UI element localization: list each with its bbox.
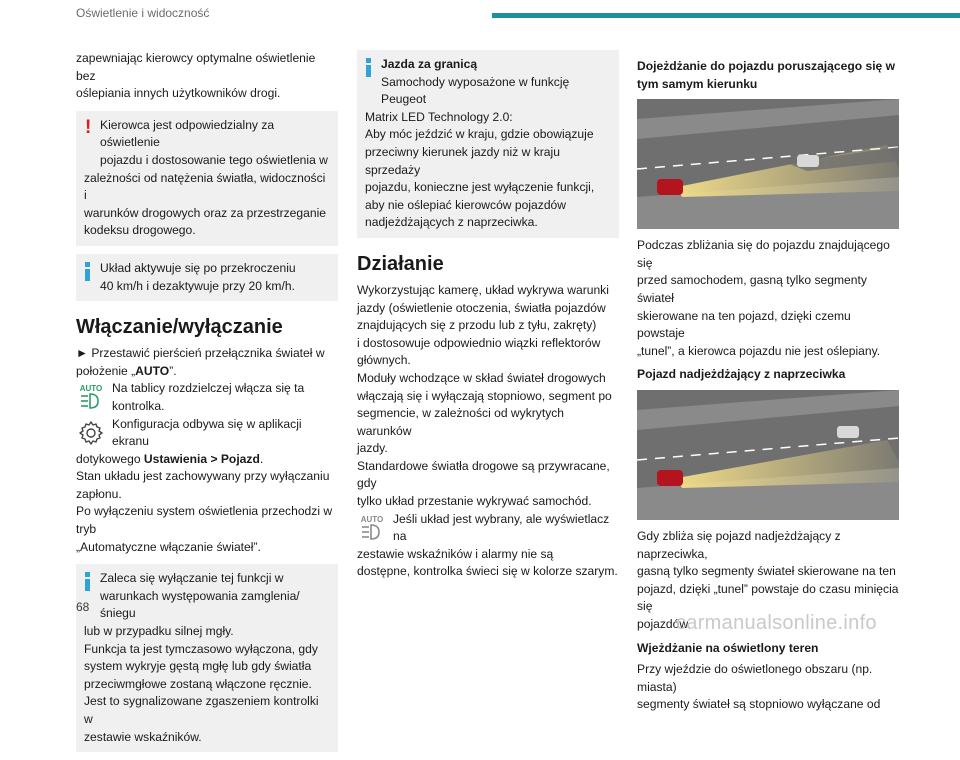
auto-text: dostępne, kontrolka świeci się w kolorze szarym. xyxy=(357,564,618,579)
road-illustration-oncoming xyxy=(637,390,899,520)
body-line: tylko układ przestanie wykrywać samochód. xyxy=(357,494,592,509)
note-line: przeciwmgłowe zostaną włączone ręcznie. xyxy=(84,676,312,691)
note-line: nadjeżdżających z naprzeciwka. xyxy=(365,215,538,230)
info-note xyxy=(76,564,338,752)
note-line: Zaleca się wyłączanie tej funkcji w xyxy=(100,571,284,586)
note-line: zależności od natężenia światła, widoczności i xyxy=(84,170,326,203)
auto-headlamp-icon xyxy=(76,382,106,412)
car-icon xyxy=(657,470,683,486)
body-line: pojazd, dzięki „tunel” powstaje do czasu minięcia się xyxy=(637,581,899,614)
note-line: lub w przypadku silnej mgły. xyxy=(84,624,234,639)
subheading: Pojazd nadjeżdżający z naprzeciwka xyxy=(637,367,846,382)
road-illustration-same-direction xyxy=(637,99,899,229)
body-line: włączają się i wyłączają stopniowo, segment po xyxy=(357,388,612,403)
intro-line: oślepiania innych użytkowników drogi. xyxy=(76,86,281,101)
note-line: Kierowca jest odpowiedzialny za oświetlenie xyxy=(100,117,275,150)
body-line: pojazdów. xyxy=(637,616,691,631)
body-line: Przy wjeździe do oświetlonego obszaru (np. miasta) xyxy=(637,662,873,694)
auto-icon-label: AUTO xyxy=(360,514,384,524)
car-icon xyxy=(837,426,859,438)
note-line: system wykryje gęstą mgłę lub gdy światła xyxy=(84,659,312,674)
note-line: warunkach występowania zamglenia/śniegu xyxy=(100,588,300,621)
step-text: ► Przestawić pierścień przełącznika świateł w xyxy=(76,346,325,361)
body-line: „tunel”, a kierowca pojazdu nie jest oślepiany. xyxy=(637,343,881,358)
intro-line: zapewniając kierowcy optymalne oświetlenie bez xyxy=(76,51,316,83)
info-icon xyxy=(85,262,97,281)
auto-text: zestawie wskaźników i alarmy nie są xyxy=(357,546,554,561)
body-line: gasną tylko segmenty świateł skierowane na ten xyxy=(637,564,896,579)
body-line: Stan układu jest zachowywany przy wyłączaniu xyxy=(76,469,330,484)
section-title: Oświetlenie i widoczność xyxy=(76,6,210,20)
warning-note xyxy=(76,111,338,246)
config-text: Konfiguracja odbywa się w aplikacji ekranu xyxy=(112,416,302,449)
body-line: Po wyłączeniu system oświetlenia przechodzi w tryb xyxy=(76,504,333,537)
note-line: pojazdu i dostosowanie tego oświetlenia w xyxy=(100,152,328,167)
info-icon xyxy=(366,58,378,77)
page-number: 68 xyxy=(76,600,90,614)
body-line: „Automatyczne włączanie świateł”. xyxy=(76,539,261,554)
note-title: Jazda za granicą xyxy=(381,57,478,71)
info-note xyxy=(76,254,338,301)
watermark: carmanualsonline.info xyxy=(676,612,877,634)
body-line: przed samochodem, gasną tylko segmenty świateł xyxy=(637,273,867,305)
auto-icon-label: AUTO xyxy=(79,384,103,394)
note-line: aby nie oślepiać kierowców pojazdów xyxy=(365,197,566,212)
note-line: Matrix LED Technology 2.0: xyxy=(365,109,513,124)
body-line: jazdy (oświetlenie otoczenia, światła pojazdów xyxy=(357,300,606,315)
body-line: Moduły wchodzące w skład świateł drogowych xyxy=(357,370,606,385)
auto-headlamp-grey-icon xyxy=(357,513,387,543)
gear-icon xyxy=(76,418,106,448)
body-line: głównych. xyxy=(357,353,411,368)
info-note xyxy=(357,50,619,238)
auto-text: Na tablicy rozdzielczej włącza się ta xyxy=(112,381,305,396)
body-line: skierowane na ten pojazd, dzięki czemu powstaje xyxy=(637,308,851,341)
note-line: kodeksu drogowego. xyxy=(84,223,196,238)
note-line: 40 km/h i dezaktywuje przy 20 km/h. xyxy=(100,278,295,293)
auto-indicator-row xyxy=(76,380,338,415)
note-line: Jest to sygnalizowane zgaszeniem kontrolki w xyxy=(84,694,319,726)
section-heading: Włączanie/wyłączanie xyxy=(76,316,283,339)
body-line: jazdy. xyxy=(357,441,388,456)
note-line: Aby móc jeździć w kraju, gdzie obowiązuje xyxy=(365,127,594,142)
body-line: Gdy zbliża się pojazd nadjeżdżający z naprzeciwka, xyxy=(637,528,841,561)
body-line: znajdujących się z przodu lub z tyłu, zakręty) xyxy=(357,318,597,333)
note-line: Układ aktywuje się po przekroczeniu xyxy=(100,260,296,275)
config-row xyxy=(76,416,338,469)
column-2 xyxy=(357,50,619,581)
body-line: segmencie, w zależności od wykrytych warunków xyxy=(357,406,565,438)
header-accent-bar xyxy=(492,13,960,18)
subheading: Wjeżdżanie na oświetlony teren xyxy=(637,640,819,655)
auto-text: Jeśli układ jest wybrany, ale wyświetlacz na xyxy=(393,511,610,544)
subheading: Dojeżdżanie do pojazdu poruszającego się w tym samym kierunku xyxy=(637,59,896,91)
note-line: zestawie wskaźników. xyxy=(84,729,202,744)
body-line: segmenty świateł są stopniowo wyłączane od xyxy=(637,697,881,712)
body-line: zapłonu. xyxy=(76,486,122,501)
auto-text: kontrolka. xyxy=(112,398,165,413)
step-text: położenie „AUTO”. xyxy=(76,363,177,378)
note-line: Funkcja ta jest tymczasowo wyłączona, gdy xyxy=(84,641,318,656)
car-icon xyxy=(657,179,683,195)
exclamation-icon: ! xyxy=(85,116,92,138)
config-text: dotykowego Ustawienia > Pojazd. xyxy=(76,451,264,466)
car-icon xyxy=(797,155,819,167)
note-line: warunków drogowych oraz za przestrzeganie xyxy=(84,205,326,220)
note-line: Samochody wyposażone w funkcję Peugeot xyxy=(381,74,570,107)
body-line: Wykorzystując kamerę, układ wykrywa warunki xyxy=(357,282,609,297)
info-icon xyxy=(85,572,97,591)
auto-indicator-row xyxy=(357,511,619,581)
note-line: pojazdu, konieczne jest wyłączenie funkcji, xyxy=(365,180,595,195)
body-line: i dostosowuje odpowiednio wiązki reflektorów xyxy=(357,335,601,350)
body-line: Standardowe światła drogowe są przywracane, gdy xyxy=(357,458,610,491)
section-heading: Działanie xyxy=(357,252,444,275)
column-1 xyxy=(76,50,338,760)
note-line: przeciwny kierunek jazdy niż w kraju sprzedaży xyxy=(365,144,560,177)
body-line: Podczas zbliżania się do pojazdu znajdującego się xyxy=(637,238,890,270)
